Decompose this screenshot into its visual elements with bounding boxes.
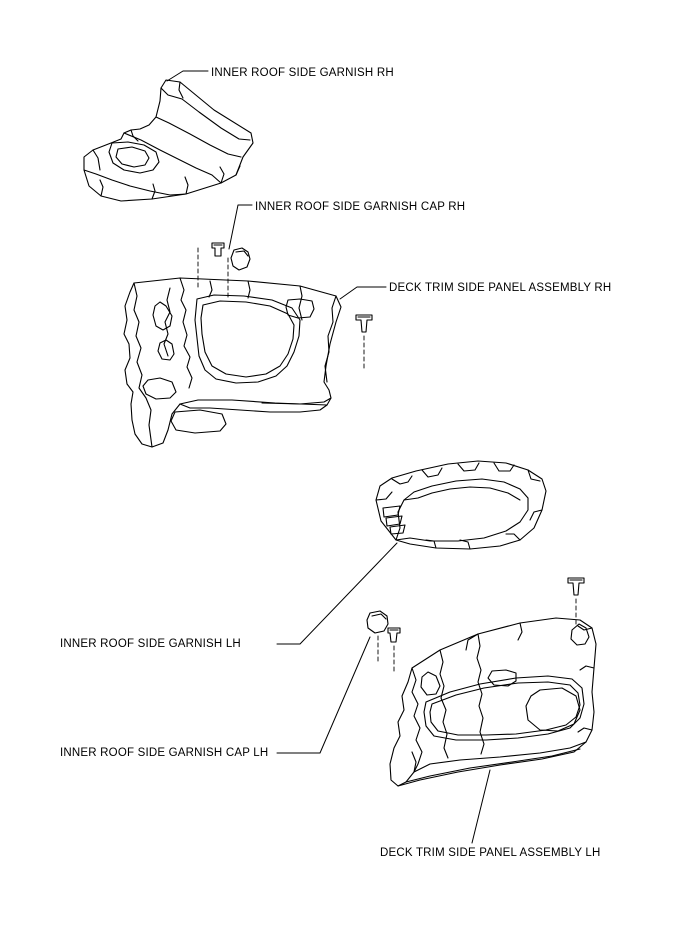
garnish-lh-vent-1 (383, 506, 400, 517)
garnish-rh-tab-a (93, 150, 100, 170)
garnish-rh-tab-f (236, 166, 240, 175)
deck-rh-right-rib2 (299, 286, 302, 320)
callout-inner-roof-side-garnish-lh: INNER ROOF SIDE GARNISH LH (60, 638, 241, 650)
callout-deck-trim-side-panel-assembly-lh: DECK TRIM SIDE PANEL ASSEMBLY LH (380, 847, 601, 859)
deck-rh-pocket-inner (201, 301, 294, 377)
deck-lh-tab-2 (578, 728, 592, 732)
deck-lh-dome (526, 688, 580, 731)
deck-rh-boss-3 (143, 378, 176, 399)
deck-rh-top-notch (248, 281, 250, 298)
leader-lines (167, 71, 490, 843)
deck-trim-side-panel-assembly-lh-part (390, 578, 596, 786)
inner-roof-side-garnish-lh-part (376, 461, 546, 549)
garnish-rh-tab-e (220, 167, 224, 183)
deck-rh-screw (356, 315, 372, 332)
garnish-lh-vent-3 (390, 525, 405, 534)
deck-lh-outer (390, 618, 596, 786)
deck-rh-bottom-edge2 (262, 398, 331, 404)
garnish-rh-cutout-inner (116, 147, 149, 167)
leader-roof-lh (277, 543, 397, 644)
deck-rh-outer (124, 278, 341, 447)
garnish-lh-tab-7 (506, 534, 520, 540)
deck-lh-boss (421, 672, 440, 695)
deck-rh-top-notch2 (209, 281, 212, 297)
garnish-lh-tab-8 (460, 540, 470, 549)
deck-trim-side-panel-assembly-rh-part (124, 278, 372, 447)
garnish-rh-ridge-1 (161, 88, 250, 140)
callout-inner-roof-side-garnish-rh: INNER ROOF SIDE GARNISH RH (211, 67, 394, 79)
garnish-rh-outer (84, 80, 253, 201)
garnish-lh-inner-line (404, 487, 520, 500)
cap-rh-body (231, 248, 250, 270)
garnish-rh-tab-d (185, 177, 188, 194)
cap-lh-clip (388, 628, 400, 642)
garnish-rh-ridge-2 (156, 117, 241, 157)
cap-lh-highlight (372, 614, 386, 619)
deck-lh-rib-3 (477, 634, 484, 754)
deck-rh-lower-recess (171, 410, 226, 433)
deck-lh-recess (488, 670, 516, 686)
garnish-rh-tab-b (100, 180, 103, 196)
deck-lh-bottom-edge (398, 742, 586, 786)
deck-lh-tab-5 (518, 623, 522, 640)
leader-deck-rh (340, 287, 386, 299)
inner-roof-side-garnish-rh-part (84, 80, 253, 201)
deck-rh-inner-rib (164, 288, 170, 356)
deck-lh-pocket-inner (430, 682, 580, 735)
deck-rh-rib-2 (180, 278, 192, 388)
leader-cap-rh (229, 205, 252, 249)
garnish-rh-notch (131, 130, 138, 141)
cap-rh-highlight (236, 251, 248, 256)
deck-rh-left-rib (134, 283, 152, 447)
garnish-rh-lower-edge (84, 170, 186, 195)
deck-rh-boss (153, 302, 172, 330)
leader-cap-lh (277, 637, 370, 753)
deck-rh-pocket (195, 295, 300, 383)
deck-rh-right-rib (325, 296, 336, 382)
deck-lh-rib-2 (440, 650, 448, 758)
inner-roof-side-garnish-cap-lh-part (367, 611, 400, 672)
leader-roof-rh (167, 71, 208, 81)
inner-roof-side-garnish-cap-rh-part (198, 243, 250, 300)
cap-rh-clip (212, 243, 224, 256)
cap-lh-body (367, 611, 388, 633)
garnish-rh-ridge-3 (124, 133, 221, 183)
garnish-lh-tab-3 (458, 463, 479, 471)
leader-deck-lh (472, 770, 490, 843)
deck-lh-tab-3 (580, 666, 594, 670)
deck-lh-screw (568, 578, 584, 595)
callout-inner-roof-side-garnish-cap-lh: INNER ROOF SIDE GARNISH CAP LH (60, 747, 269, 759)
callout-inner-roof-side-garnish-cap-rh: INNER ROOF SIDE GARNISH CAP RH (255, 201, 466, 213)
callout-deck-trim-side-panel-assembly-rh: DECK TRIM SIDE PANEL ASSEMBLY RH (389, 282, 612, 294)
